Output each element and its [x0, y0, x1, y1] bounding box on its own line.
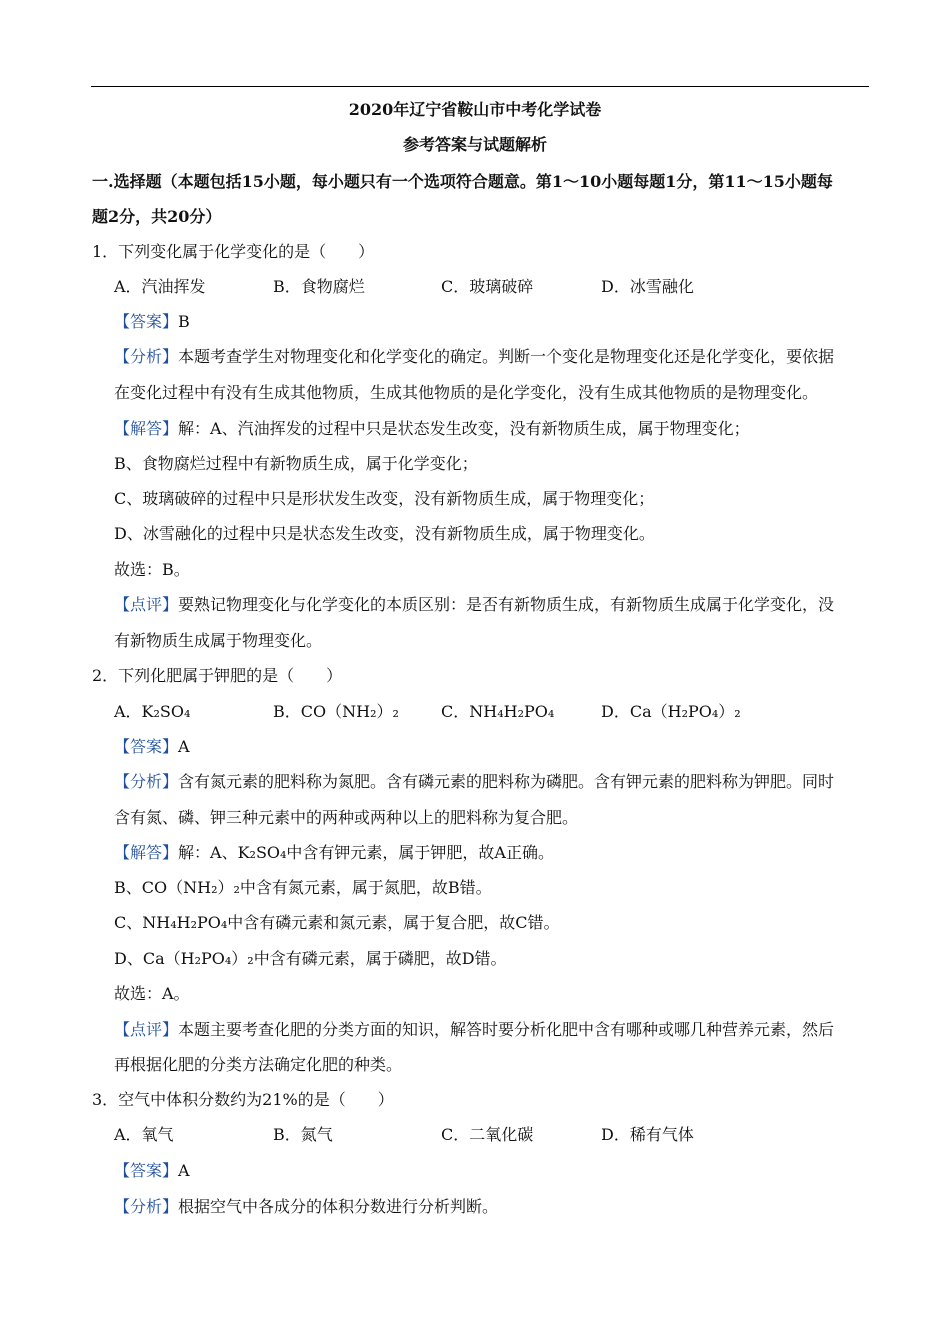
q1-stem: 1．下列变化属于化学变化的是（ ）: [92, 242, 375, 261]
q2-solution-line2: B、CO（NH₂）₂中含有氮元素，属于氮肥，故B错。: [114, 878, 492, 897]
q3-option-d: D．稀有气体: [601, 1125, 694, 1144]
q3-analysis-text1: 根据空气中各成分的体积分数进行分析判断。: [178, 1197, 499, 1216]
q1-solution-line4: D、冰雪融化的过程中只是状态发生改变，没有新物质生成，属于物理变化。: [114, 524, 655, 543]
q2-answer: [114, 736, 190, 758]
answer-tag: 【答案】: [114, 1161, 179, 1180]
solution-tag: 【解答】: [114, 843, 179, 862]
q3-answer-value: A: [178, 1161, 190, 1180]
q1-answer-value: B: [178, 312, 190, 331]
q1-option-a: A．汽油挥发: [114, 277, 206, 296]
q1-solution-text1: 解：A、汽油挥发的过程中只是状态发生改变，没有新物质生成，属于物理变化；: [178, 419, 750, 438]
header-rule: [91, 86, 869, 87]
page-subtitle: 参考答案与试题解析: [402, 135, 547, 154]
q2-solution-line4: D、Ca（H₂PO₄）₂中含有磷元素，属于磷肥，故D错。: [114, 949, 507, 968]
q1-option-c: C．玻璃破碎: [441, 277, 534, 296]
q1-solution-line3: C、玻璃破碎的过程中只是形状发生改变，没有新物质生成，属于物理变化；: [114, 489, 655, 508]
q2-choose: 故选：A。: [114, 984, 190, 1003]
q3-option-b: B．氮气: [273, 1125, 333, 1144]
q3-answer: [114, 1160, 190, 1182]
q2-analysis-text1: 含有氮元素的肥料称为氮肥。含有磷元素的肥料称为磷肥。含有钾元素的肥料称为钾肥。同时: [178, 772, 835, 791]
q1-choose: 故选：B。: [114, 560, 190, 579]
comment-tag: 【点评】: [114, 1020, 179, 1039]
q2-analysis: [114, 771, 834, 793]
q1-analysis-line2: 在变化过程中有没有生成其他物质，生成其他物质的是化学变化，没有生成其他物质的是物理变化。: [114, 383, 819, 402]
q2-comment: [114, 1019, 834, 1041]
q3-stem: 3．空气中体积分数约为21%的是（ ）: [92, 1090, 394, 1109]
solution-tag: 【解答】: [114, 419, 179, 438]
analysis-tag: 【分析】: [114, 1197, 179, 1216]
q2-option-b: B．CO（NH₂）₂: [273, 702, 399, 721]
q2-solution-line3: C、NH₄H₂PO₄中含有磷元素和氮元素，属于复合肥，故C错。: [114, 913, 560, 932]
q2-option-c: C．NH₄H₂PO₄: [441, 702, 555, 721]
q2-answer-value: A: [178, 737, 190, 756]
q1-option-d: D．冰雪融化: [601, 277, 694, 296]
q2-solution-text1: 解：A、K₂SO₄中含有钾元素，属于钾肥，故A正确。: [178, 843, 554, 862]
q2-option-a: A．K₂SO₄: [114, 702, 191, 721]
q1-analysis: [114, 346, 834, 368]
q2-analysis-line2: 含有氮、磷、钾三种元素中的两种或两种以上的肥料称为复合肥。: [114, 808, 579, 827]
analysis-tag: 【分析】: [114, 347, 179, 366]
q1-comment: [114, 594, 834, 616]
q1-solution: [114, 418, 750, 440]
q3-analysis: [114, 1196, 498, 1218]
q3-option-a: A．氧气: [114, 1125, 174, 1144]
q2-comment-text1: 本题主要考查化肥的分类方面的知识，解答时要分析化肥中含有哪种或哪几种营养元素，然后: [178, 1020, 835, 1039]
q3-option-c: C．二氧化碳: [441, 1125, 534, 1144]
q1-comment-text1: 要熟记物理变化与化学变化的本质区别：是否有新物质生成，有新物质生成属于化学变化，没: [178, 595, 835, 614]
q2-option-d: D．Ca（H₂PO₄）₂: [601, 702, 741, 721]
q1-option-b: B．食物腐烂: [273, 277, 365, 296]
q2-solution: [114, 842, 554, 864]
answer-tag: 【答案】: [114, 737, 179, 756]
q2-comment-line2: 再根据化肥的分类方法确定化肥的种类。: [114, 1055, 403, 1074]
q1-answer: [114, 311, 190, 333]
page-title: 2020年辽宁省鞍山市中考化学试卷: [348, 100, 602, 119]
answer-tag: 【答案】: [114, 312, 179, 331]
q1-solution-line2: B、食物腐烂过程中有新物质生成，属于化学变化；: [114, 454, 478, 473]
analysis-tag: 【分析】: [114, 772, 179, 791]
q1-analysis-text1: 本题考查学生对物理变化和化学变化的确定。判断一个变化是物理变化还是化学变化，要依据: [178, 347, 835, 366]
q2-stem: 2．下列化肥属于钾肥的是（ ）: [92, 666, 343, 685]
section-heading-line1: 一.选择题（本题包括15小题，每小题只有一个选项符合题意。第1～10小题每题1分，第11～15小题每: [92, 172, 833, 191]
section-heading-line2: 题2分，共20分）: [92, 207, 222, 226]
q1-comment-line2: 有新物质生成属于物理变化。: [114, 631, 323, 650]
comment-tag: 【点评】: [114, 595, 179, 614]
